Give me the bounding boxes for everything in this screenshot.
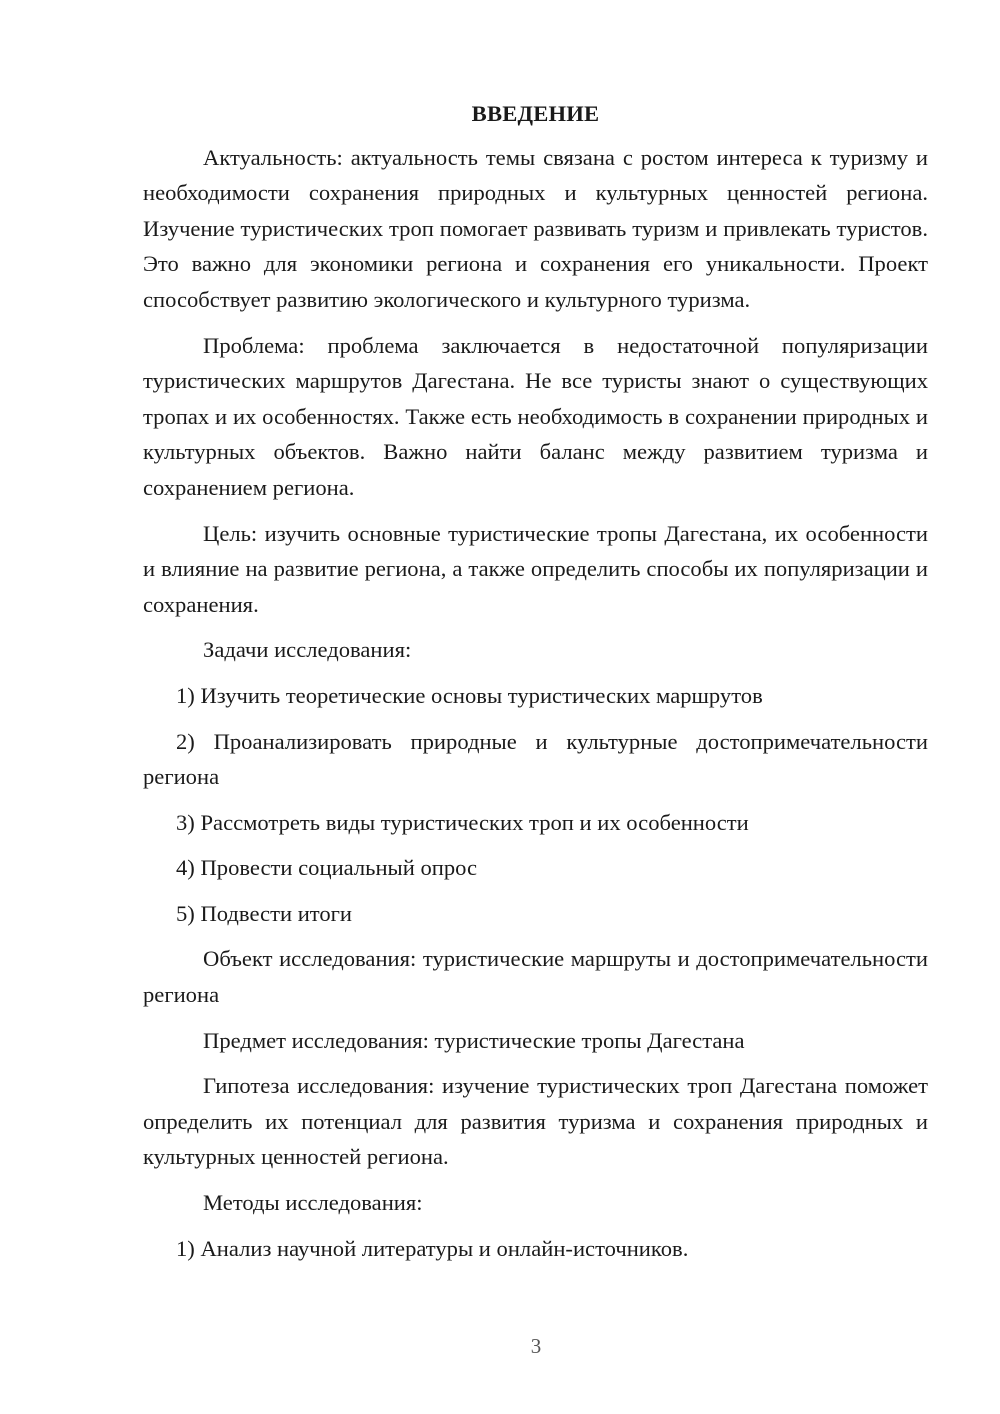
task-item: 2) Проанализировать природные и культурные достопримечательности региона [143, 728, 928, 790]
methods-title: Методы исследования: [203, 1190, 423, 1216]
object-paragraph: Объект исследования: туристические маршруты и достопримечательности региона [143, 946, 928, 1008]
section-heading: ВВЕДЕНИЕ [471, 101, 600, 126]
method-item: 1) Анализ научной литературы и онлайн-источников. [176, 1235, 689, 1261]
task-item: 5) Подвести итоги [176, 900, 353, 926]
task-item: 4) Провести социальный опрос [176, 855, 478, 881]
subject-paragraph: Предмет исследования: туристические тропы Дагестана [203, 1027, 745, 1053]
relevance-paragraph: Актуальность: актуальность темы связана с ростом интереса к туризму и необходимости сохранения природных и культурных ценностей региона. Изучение туристических троп помогает развивать туризм и привлекать туристов. Это важно для экономики региона и сохранения его уникальности. Проект способствует развитию экологического и культурного туризма. [143, 144, 928, 312]
page-number: 3 [530, 1334, 542, 1358]
document-body [143, 96, 928, 1266]
goal-paragraph: Цель: изучить основные туристические тропы Дагестана, их особенности и влияние на развитие региона, а также определить способы их популяризации и сохранения. [143, 520, 928, 617]
tasks-title: Задачи исследования: [203, 637, 412, 663]
task-item: 1) Изучить теоретические основы туристических маршрутов [176, 682, 763, 708]
hypothesis-paragraph: Гипотеза исследования: изучение туристических троп Дагестана поможет определить их потенциал для развития туризма и сохранения природных и культурных ценностей региона. [143, 1073, 928, 1170]
task-item: 3) Рассмотреть виды туристических троп и их особенности [176, 809, 749, 835]
problem-paragraph: Проблема: проблема заключается в недостаточной популяризации туристических маршрутов Дагестана. Не все туристы знают о существующих тропах и их особенностях. Также есть необходимость в сохранении природных и культурных объектов. Важно найти баланс между развитием туризма и сохранением региона. [143, 332, 928, 500]
